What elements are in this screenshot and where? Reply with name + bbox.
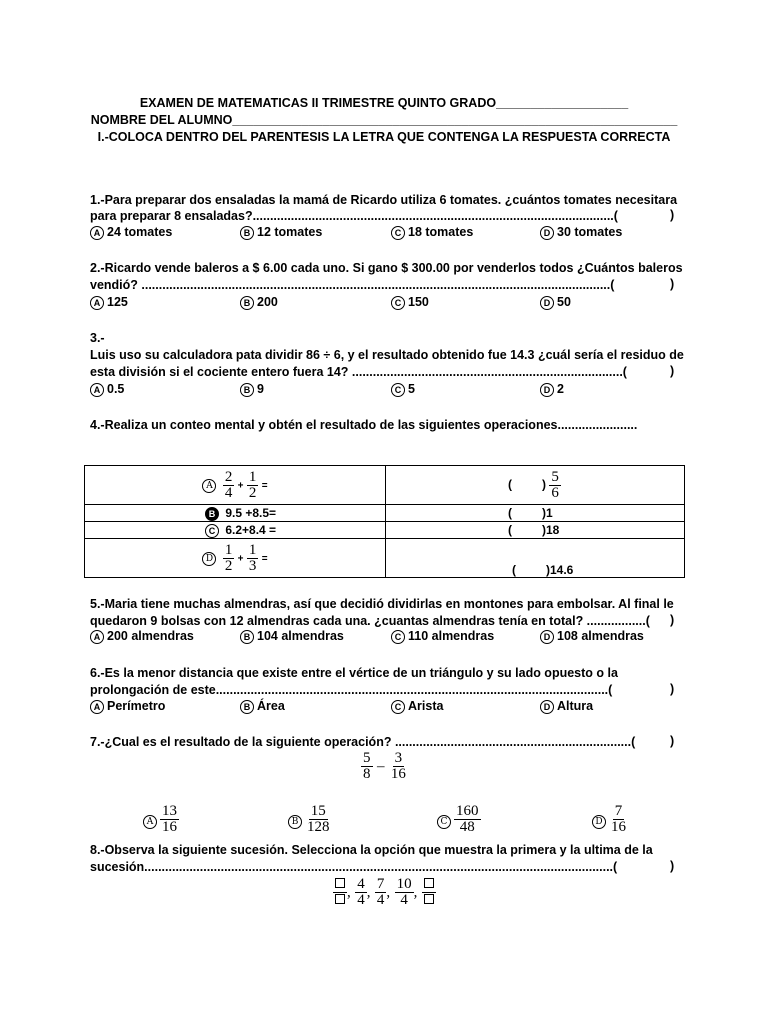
fraction: $\frac{160}{48}$: [456, 803, 479, 835]
q6-option-b: B Área: [240, 699, 285, 714]
exam-title: EXAMEN DE MATEMATICAS II TRIMESTRE QUINTO GRADO___________________: [139, 96, 629, 110]
q3-option-b: B 9: [240, 382, 264, 397]
blank-box-icon: [424, 894, 434, 904]
q5-line1: 5.-Maria tiene muchas almendras, así que decidió dividirlas en montones para embolsar. Al final le: [90, 597, 674, 611]
student-name-line: NOMBRE DEL ALUMNO________________________________________________________________: [90, 113, 678, 127]
q1-line2: para preparar 8 ensaladas?........................................................................................................(: [90, 209, 618, 223]
letter-c-circle-icon: C: [391, 700, 405, 714]
q7-option-a: [143, 804, 179, 835]
fraction: $\frac{10}{4}$: [396, 876, 412, 908]
letter-d-circle-icon: D: [592, 815, 606, 829]
blank-fraction: [333, 877, 347, 908]
q3-option-c: C 5: [391, 382, 415, 397]
letter-b-circle-icon: B: [205, 507, 219, 521]
q1-option-d: D 30 tomates: [540, 225, 622, 240]
letter-b-circle-icon: B: [240, 226, 254, 240]
q1-option-b: B 12 tomates: [240, 225, 322, 240]
q2-option-b: B 200: [240, 295, 278, 310]
letter-b-circle-icon: B: [240, 700, 254, 714]
operation-cell-a: A $\frac{2}{4}$ + $\frac{1}{2}$ =: [85, 466, 386, 505]
q7-option-d: [592, 804, 628, 835]
instructions: I.-COLOCA DENTRO DEL PARENTESIS LA LETRA QUE CONTENGA LA RESPUESTA CORRECTA: [97, 130, 671, 144]
letter-a-circle-icon: A: [90, 700, 104, 714]
table-row: [85, 505, 685, 522]
fraction: $\frac{7}{16}$: [611, 803, 626, 835]
q3-line2: esta división si el cociente entero fuera 14? ..............................................................................(: [90, 365, 627, 379]
q7-text: 7.-¿Cual es el resultado de la siguiente operación? ....................................................................(: [90, 735, 636, 749]
fraction: $\frac{1}{3}$: [248, 541, 257, 574]
q7-answer-paren: ): [670, 734, 675, 748]
letter-c-circle-icon: C: [391, 296, 405, 310]
q3-option-d: D 2: [540, 382, 564, 397]
letter-b-circle-icon: B: [240, 296, 254, 310]
letter-d-circle-icon: D: [540, 383, 554, 397]
q5-option-a: A 200 almendras: [90, 629, 194, 644]
letter-d-circle-icon: D: [540, 700, 554, 714]
letter-a-circle-icon: A: [143, 815, 157, 829]
fraction: $\frac{13}{16}$: [162, 803, 177, 835]
q5-answer-paren: ): [670, 613, 675, 627]
q4-text: 4.-Realiza un conteo mental y obtén el resultado de las siguientes operaciones.......................: [90, 418, 638, 432]
q2-option-c: C 150: [391, 295, 429, 310]
letter-a-circle-icon: A: [90, 296, 104, 310]
q1-line1: 1.-Para preparar dos ensaladas la mamá de Ricardo utiliza 6 tomates. ¿cuántos tomates necesitara: [90, 193, 678, 207]
letter-a-circle-icon: A: [202, 479, 216, 493]
letter-d-circle-icon: D: [540, 296, 554, 310]
blank-box-icon: [335, 878, 345, 888]
operation-cell-d: D $\frac{1}{2}$ + $\frac{1}{3}$ =: [85, 539, 386, 578]
q3-answer-paren: ): [670, 364, 675, 378]
letter-a-circle-icon: A: [90, 630, 104, 644]
fraction: $\frac{1}{2}$: [248, 468, 257, 501]
table-row: [85, 539, 685, 578]
q8-line2: sucesión.......................................................................................................................................(: [90, 860, 618, 874]
letter-b-circle-icon: B: [240, 630, 254, 644]
q2-option-a: A 125: [90, 295, 128, 310]
letter-a-circle-icon: A: [90, 226, 104, 240]
q6-option-d: D Altura: [540, 699, 593, 714]
fraction: $\frac{2}{4}$: [224, 468, 233, 501]
answer-cell-a: ( ) $\frac{5}{6}$: [386, 466, 685, 505]
q1-option-a: A 24 tomates: [90, 225, 172, 240]
q8-sequence: , $\frac{4}{4}$ , $\frac{7}{4}$ , $\frac{10}{4}$ ,: [333, 877, 436, 908]
q1-option-c: C 18 tomates: [391, 225, 473, 240]
answer-cell-b: ( )1: [386, 505, 685, 522]
operation-cell-c: C 6.2+8.4 =: [85, 522, 386, 539]
q1-answer-paren: ): [670, 208, 675, 222]
fraction: $\frac{7}{4}$: [376, 876, 385, 908]
fraction: $\frac{5}{6}$: [551, 468, 559, 501]
q2-answer-paren: ): [670, 277, 675, 291]
blank-box-icon: [424, 878, 434, 888]
q7-option-c: [437, 804, 481, 835]
letter-d-circle-icon: D: [540, 630, 554, 644]
operations-table: [84, 465, 685, 578]
fraction: $\frac{15}{128}$: [307, 803, 330, 835]
letter-b-circle-icon: B: [288, 815, 302, 829]
fraction: $\frac{3}{16}$: [390, 750, 406, 782]
table-row: [85, 466, 685, 505]
answer-cell-c: ( )18: [386, 522, 685, 539]
letter-c-circle-icon: C: [391, 630, 405, 644]
q3-label: 3.-: [90, 331, 105, 345]
letter-a-circle-icon: A: [90, 383, 104, 397]
answer-cell-d: ( )14.6: [386, 539, 685, 578]
fraction: $\frac{1}{2}$: [224, 541, 233, 574]
fraction: $\frac{5}{8}$: [363, 750, 371, 782]
q6-line2: prolongación de este.................................................................................................................(: [90, 683, 613, 697]
letter-c-circle-icon: C: [391, 383, 405, 397]
operation-cell-b: B 9.5 +8.5=: [85, 505, 386, 522]
letter-d-circle-icon: D: [202, 552, 216, 566]
q6-answer-paren: ): [670, 682, 675, 696]
q7-operation: $\frac{5}{8}$ – $\frac{3}{16}$: [363, 750, 406, 782]
q3-line1: Luis uso su calculadora pata dividir 86 ÷ 6, y el resultado obtenido fue 14.3 ¿cuál sería el residuo de: [90, 348, 684, 362]
q2-option-d: D 50: [540, 295, 571, 310]
letter-c-circle-icon: C: [437, 815, 451, 829]
fraction: $\frac{4}{4}$: [357, 876, 365, 908]
q5-option-b: B 104 almendras: [240, 629, 344, 644]
q6-line1: 6.-Es la menor distancia que existe entre el vértice de un triángulo y su lado opuesto o la: [90, 666, 618, 680]
letter-d-circle-icon: D: [540, 226, 554, 240]
q5-line2: quedaron 9 bolsas con 12 almendras cada una. ¿cuantas almendras tenía en total? .................(: [90, 614, 650, 628]
q8-answer-paren: ): [670, 859, 675, 873]
q2-line2: vendió? .......................................................................................................................................(: [90, 278, 615, 292]
blank-fraction: [422, 877, 436, 908]
q6-option-a: A Perímetro: [90, 699, 165, 714]
q6-option-c: C Arista: [391, 699, 443, 714]
letter-c-circle-icon: C: [205, 524, 219, 538]
letter-c-circle-icon: C: [391, 226, 405, 240]
q8-line1: 8.-Observa la siguiente sucesión. Selecciona la opción que muestra la primera y la ultima de la: [90, 843, 653, 857]
q7-option-b: [288, 804, 332, 835]
q5-option-c: C 110 almendras: [391, 629, 494, 644]
q5-option-d: D 108 almendras: [540, 629, 644, 644]
blank-box-icon: [335, 894, 345, 904]
q3-option-a: A 0.5: [90, 382, 124, 397]
q7-options: [143, 804, 643, 844]
letter-b-circle-icon: B: [240, 383, 254, 397]
q2-line1: 2.-Ricardo vende baleros a $ 6.00 cada uno. Si gano $ 300.00 por venderlos todos ¿Cuántos baleros: [90, 261, 683, 275]
table-row: [85, 522, 685, 539]
